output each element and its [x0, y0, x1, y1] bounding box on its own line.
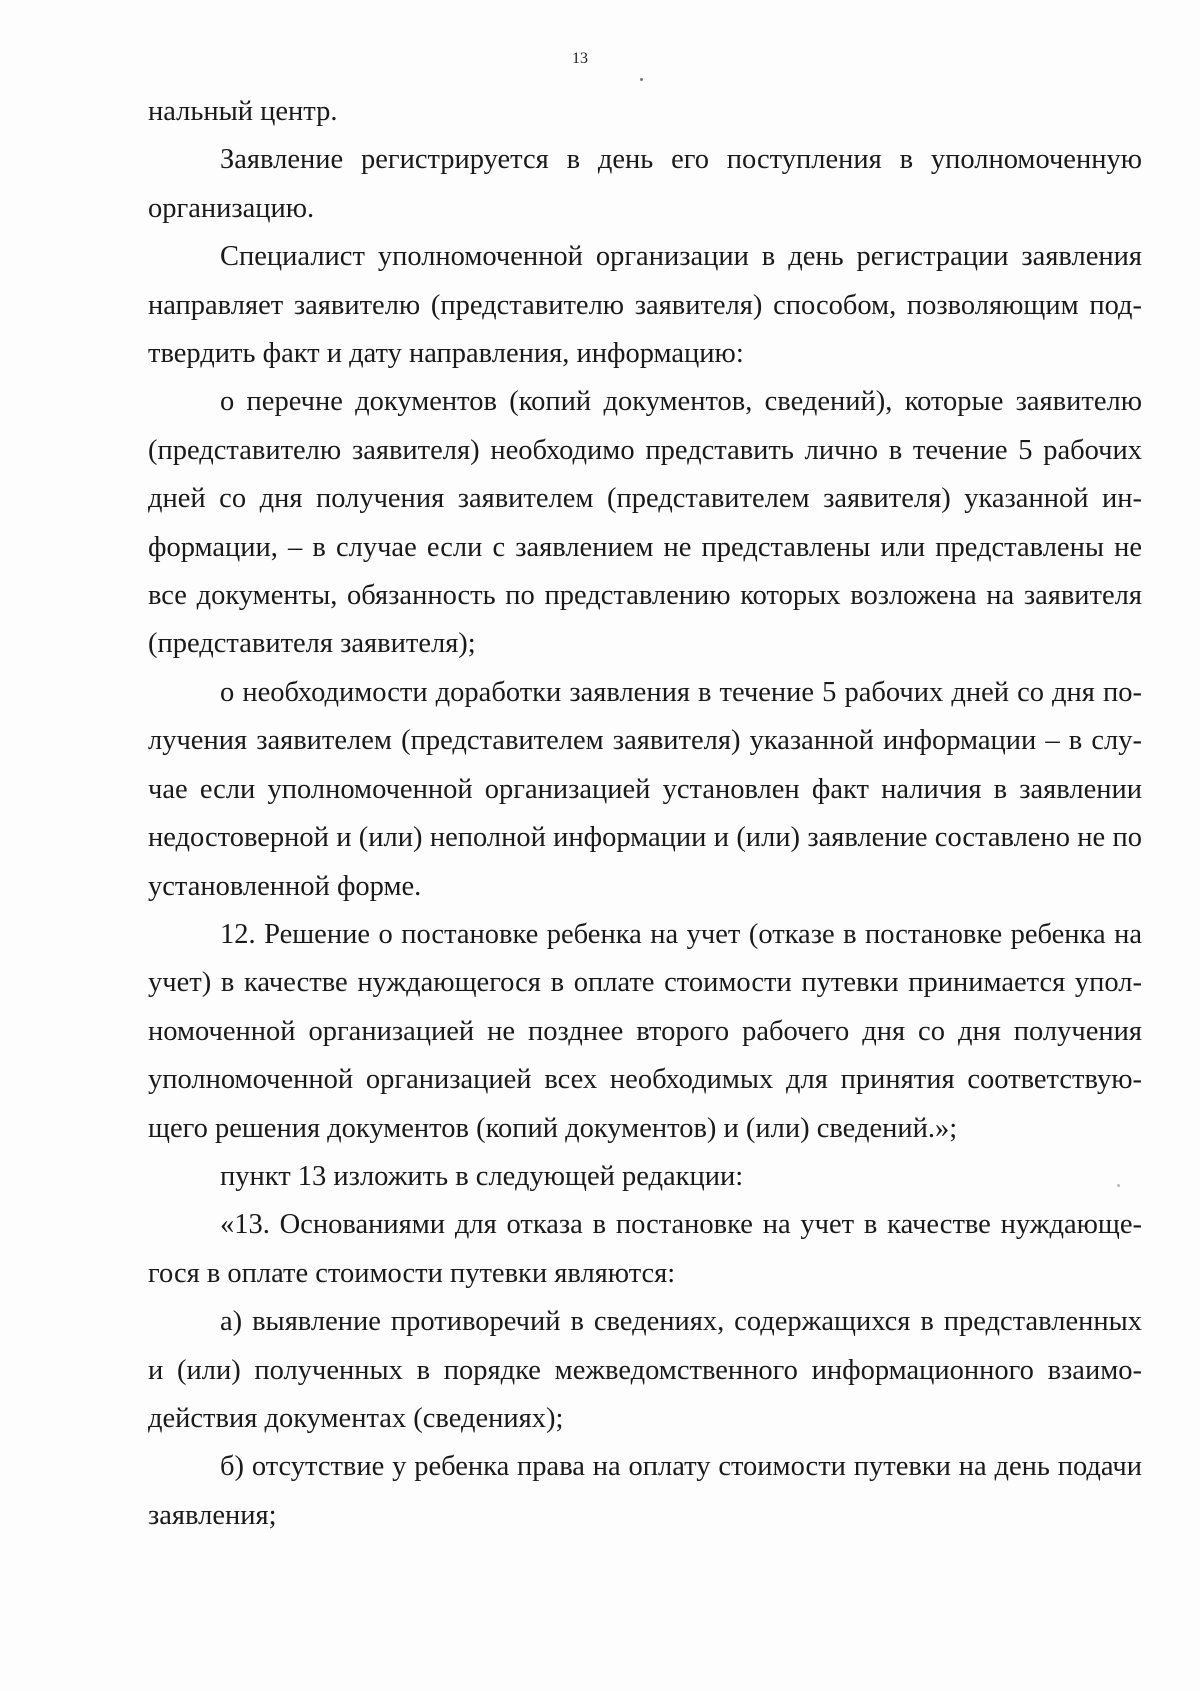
paragraph-item-12: 12. Решение о постановке ребенка на учет (отказе в постановке ребенка на учет) в качестве нуждающегося в оплате стоимости путевки принимается уполномоченной организацией не позднее второго рабочего дня со дня получения уполномоченной организацией всех необходимых для принятия соответствующего решения документов (копий документов) и (или) сведений.»; [148, 918, 1142, 1144]
paragraph-item-13-intro: пункт 13 изложить в следующей редакции: [220, 1160, 744, 1192]
page-number: 13 [572, 50, 588, 67]
paragraph-registration: Заявление регистрируется в день его поступления в уполномоченную организацию. [148, 144, 1142, 224]
paragraph-specialist-notice: Специалист уполномоченной организации в день регистрации заявления направляет заявителю (представителю заявителя) способом, позволяющим подтвердить факт и дату направления, информацию: [148, 241, 1142, 370]
paragraph-item-13-a: а) выявление противоречий в сведениях, содержащихся в представленных и (или) полученных в порядке межведомственного информационного взаимодействия документах (сведениях); [148, 1306, 1142, 1434]
paragraph-continuation: нальный центр. [148, 96, 338, 127]
paragraph-document-list: о перечне документов (копий документов, сведений), которые заявителю (представителю заявителя) необходимо представить лично в течение 5 рабочих дней со дня получения заявителем (представителем заявителя) указанной информации, – в случае если с заявлением не представлены или представлены не все документы, обязанность по представлению которых возложена на заявителя (представителя заявителя); [148, 386, 1142, 660]
paragraph-revision-needed: о необходимости доработки заявления в течение 5 рабочих дней со дня получения заявителем (представителем заявителя) указанной информации – в случае если уполномоченной организацией установлен факт наличия в заявлении недостоверной и (или) неполной информации и (или) заявление составлено не по установленной форме. [148, 676, 1142, 902]
paragraph-item-13: «13. Основаниями для отказа в постановке на учет в качестве нуждающегося в оплате стоимости путевки являются: [148, 1209, 1142, 1289]
scan-speck [640, 78, 643, 81]
document-body [148, 88, 1142, 1540]
paragraph-item-13-b: б) отсутствие у ребенка права на оплату стоимости путевки на день подачи заявления; [148, 1451, 1142, 1531]
